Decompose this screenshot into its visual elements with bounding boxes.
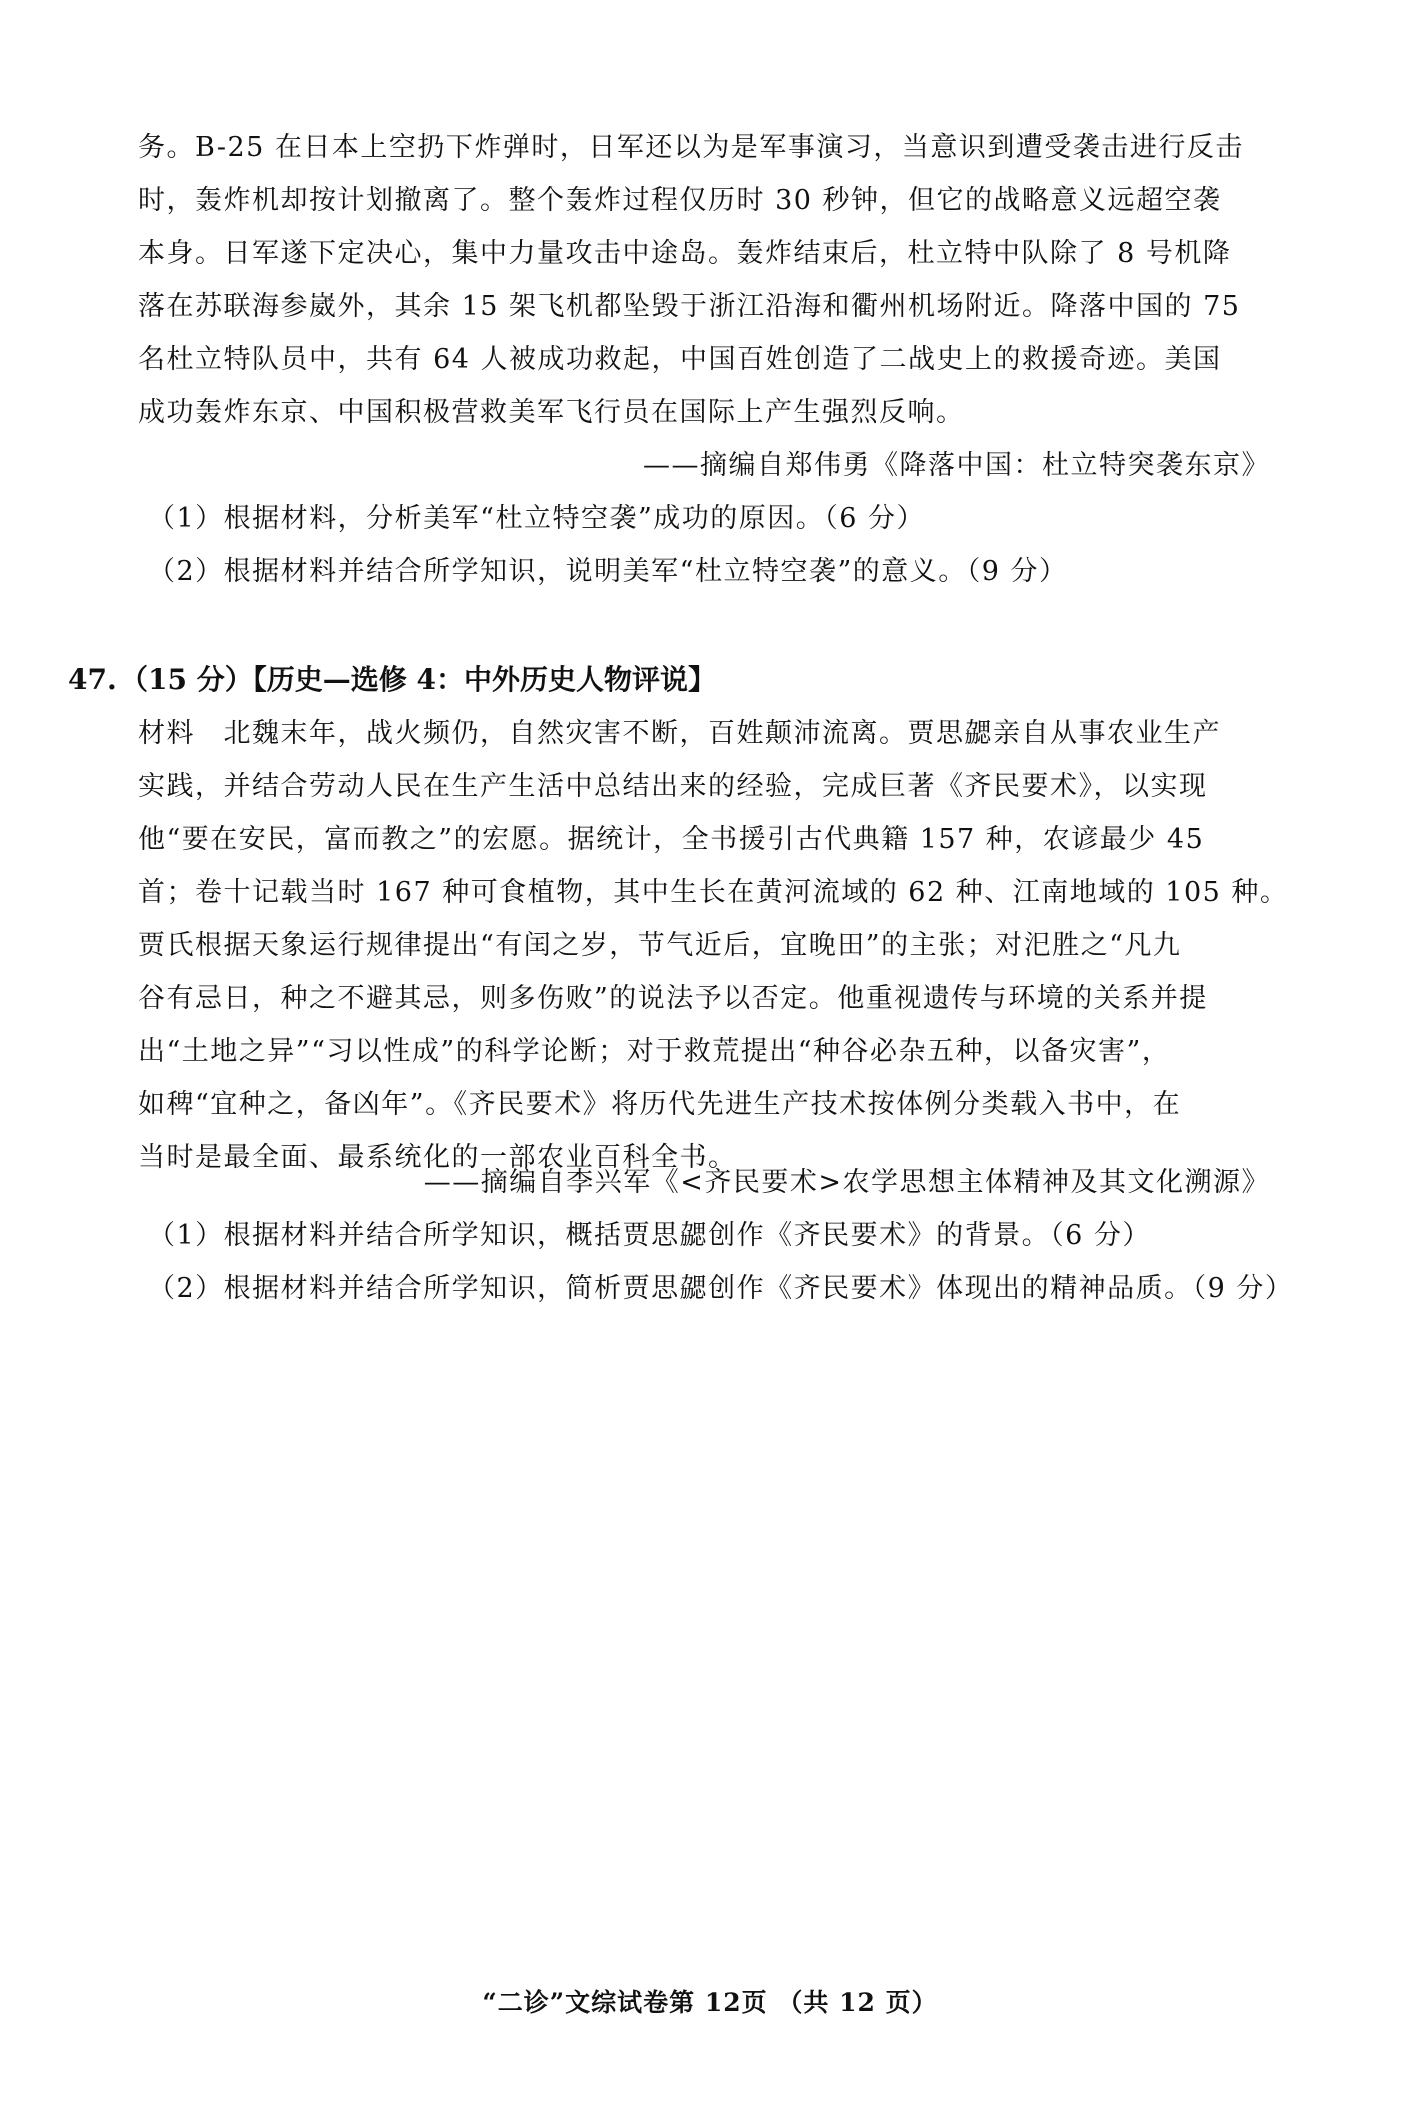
material-line: 当时是最全面、最系统化的一部农业百科全书。 [138, 1142, 737, 1173]
material-line: 材料 北魏末年，战火频仍，自然灾害不断，百姓颠沛流离。贾思勰亲自从事农业生产 [138, 718, 1221, 749]
material-line: 实践，并结合劳动人民在生产生活中总结出来的经验，完成巨著《齐民要术》，以实现 [138, 771, 1208, 802]
sub-question: （2）根据材料并结合所学知识，简析贾思勰创作《齐民要术》体现出的精神品质。（9 分） [148, 1273, 1294, 1304]
material-line: 落在苏联海参崴外，其余 15 架飞机都坠毁于浙江沿海和衢州机场附近。降落中国的 75 [138, 291, 1241, 322]
material-line: 谷有忌日，种之不避其忌，则多伤败”的说法予以否定。他重视遗传与环境的关系并提 [138, 983, 1208, 1014]
material-line: 首；卷十记载当时 167 种可食植物，其中生长在黄河流域的 62 种、江南地域的 105 种。 [138, 877, 1289, 908]
sub-question: （2）根据材料并结合所学知识，说明美军“杜立特空袭”的意义。（9 分） [148, 556, 1068, 587]
material-line: 名杜立特队员中，共有 64 人被成功救起，中国百姓创造了二战史上的救援奇迹。美国 [138, 344, 1222, 375]
material-line: 贾氏根据天象运行规律提出“有闰之岁，节气近后，宜晚田”的主张；对汜胜之“凡九 [138, 930, 1182, 961]
page-footer: “二诊”文综试卷第 12页 （共 12 页） [482, 1988, 938, 2017]
material-line: 时，轰炸机却按计划撤离了。整个轰炸过程仅历时 30 秒钟，但它的战略意义远超空袭 [138, 185, 1222, 216]
material-line: 如稗“宜种之，备凶年”。《齐民要术》将历代先进生产技术按体例分类载入书中，在 [138, 1089, 1182, 1120]
material-line: 他“要在安民，富而教之”的宏愿。据统计，全书援引古代典籍 157 种，农谚最少 45 [138, 824, 1205, 855]
material-source: ——摘编自李兴军《<齐民要术>农学思想主体精神及其文化溯源》 [423, 1167, 1270, 1198]
sub-question: （1）根据材料并结合所学知识，概括贾思勰创作《齐民要术》的背景。（6 分） [148, 1220, 1151, 1251]
material-source: ——摘编自郑伟勇《降落中国：杜立特突袭东京》 [643, 450, 1270, 481]
material-line: 出“土地之异”“习以性成”的科学论断；对于救荒提出“种谷必杂五种，以备灾害”， [138, 1036, 1171, 1067]
material-line: 本身。日军遂下定决心，集中力量攻击中途岛。轰炸结束后，杜立特中队除了 8 号机降 [138, 238, 1232, 269]
material-line: 成功轰炸东京、中国积极营救美军飞行员在国际上产生强烈反响。 [138, 397, 965, 428]
question-number: 47. [68, 663, 117, 696]
question-header: （15 分）【历史—选修 4：中外历史人物评说】 [120, 663, 716, 696]
sub-question: （1）根据材料，分析美军“杜立特空袭”成功的原因。（6 分） [148, 503, 926, 534]
material-line: 务。B-25 在日本上空扔下炸弹时，日军还以为是军事演习，当意识到遭受袭击进行反击 [138, 132, 1244, 163]
